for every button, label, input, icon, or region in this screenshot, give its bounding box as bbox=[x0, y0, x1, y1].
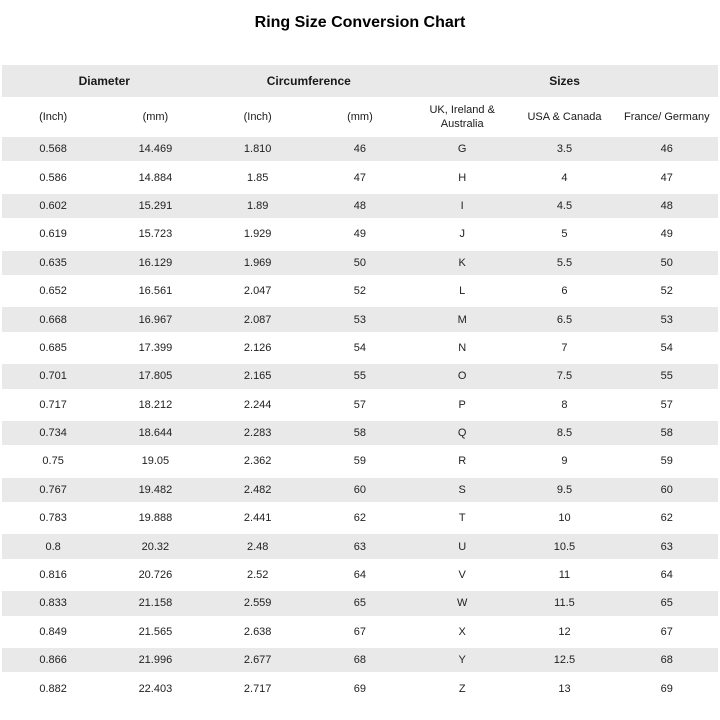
cell: 2.677 bbox=[207, 646, 309, 674]
table-row bbox=[2, 561, 718, 589]
cell: T bbox=[411, 504, 513, 532]
cell: 63 bbox=[616, 532, 718, 560]
cell: 16.561 bbox=[104, 277, 206, 305]
cell: 53 bbox=[616, 305, 718, 333]
table-row bbox=[2, 504, 718, 532]
cell: 0.602 bbox=[2, 192, 104, 220]
cell: 0.635 bbox=[2, 249, 104, 277]
cell: 18.644 bbox=[104, 419, 206, 447]
cell: H bbox=[411, 163, 513, 191]
column-header-diameter-mm: (mm) bbox=[104, 99, 206, 135]
cell: 2.362 bbox=[207, 447, 309, 475]
group-header-sizes: Sizes bbox=[411, 63, 718, 99]
cell: 0.866 bbox=[2, 646, 104, 674]
cell: 2.441 bbox=[207, 504, 309, 532]
cell: 21.996 bbox=[104, 646, 206, 674]
cell: Q bbox=[411, 419, 513, 447]
table-row bbox=[2, 618, 718, 646]
cell: 2.717 bbox=[207, 674, 309, 702]
cell: 1.969 bbox=[207, 249, 309, 277]
group-header-row bbox=[2, 63, 718, 99]
cell: 0.816 bbox=[2, 561, 104, 589]
cell: 2.638 bbox=[207, 618, 309, 646]
cell: 6 bbox=[513, 277, 615, 305]
cell: 65 bbox=[309, 589, 411, 617]
column-header-circumference-mm: (mm) bbox=[309, 99, 411, 135]
cell: 11 bbox=[513, 561, 615, 589]
cell: 18.212 bbox=[104, 391, 206, 419]
table-body bbox=[2, 135, 718, 703]
page-title: Ring Size Conversion Chart bbox=[254, 14, 466, 31]
column-header-diameter-inch: (Inch) bbox=[2, 99, 104, 135]
cell: 57 bbox=[309, 391, 411, 419]
cell: L bbox=[411, 277, 513, 305]
cell: 67 bbox=[309, 618, 411, 646]
cell: 16.129 bbox=[104, 249, 206, 277]
table-row bbox=[2, 391, 718, 419]
cell: 60 bbox=[309, 476, 411, 504]
table-row bbox=[2, 674, 718, 702]
group-header-circumference: Circumference bbox=[207, 63, 412, 99]
column-header-row bbox=[2, 99, 718, 135]
cell: 14.884 bbox=[104, 163, 206, 191]
cell: 47 bbox=[309, 163, 411, 191]
cell: 4.5 bbox=[513, 192, 615, 220]
cell: 2.244 bbox=[207, 391, 309, 419]
table-row bbox=[2, 646, 718, 674]
cell: 2.559 bbox=[207, 589, 309, 617]
cell: 0.619 bbox=[2, 220, 104, 248]
column-header-france-germany: France/ Germany bbox=[616, 99, 718, 135]
cell: N bbox=[411, 334, 513, 362]
cell: 46 bbox=[616, 135, 718, 163]
cell: 8 bbox=[513, 391, 615, 419]
cell: 2.52 bbox=[207, 561, 309, 589]
cell: 57 bbox=[616, 391, 718, 419]
cell: 16.967 bbox=[104, 305, 206, 333]
cell: 0.668 bbox=[2, 305, 104, 333]
cell: 9.5 bbox=[513, 476, 615, 504]
cell: 68 bbox=[309, 646, 411, 674]
cell: 52 bbox=[616, 277, 718, 305]
cell: 0.685 bbox=[2, 334, 104, 362]
cell: G bbox=[411, 135, 513, 163]
cell: W bbox=[411, 589, 513, 617]
cell: 22.403 bbox=[104, 674, 206, 702]
cell: 54 bbox=[616, 334, 718, 362]
cell: 59 bbox=[616, 447, 718, 475]
cell: 2.48 bbox=[207, 532, 309, 560]
table-row bbox=[2, 192, 718, 220]
cell: 0.568 bbox=[2, 135, 104, 163]
cell: 7.5 bbox=[513, 362, 615, 390]
cell: 19.05 bbox=[104, 447, 206, 475]
cell: 0.586 bbox=[2, 163, 104, 191]
cell: Z bbox=[411, 674, 513, 702]
ring-size-conversion-table bbox=[2, 63, 718, 703]
cell: 65 bbox=[616, 589, 718, 617]
cell: 13 bbox=[513, 674, 615, 702]
table-row bbox=[2, 135, 718, 163]
cell: 21.565 bbox=[104, 618, 206, 646]
table-row bbox=[2, 589, 718, 617]
table-row bbox=[2, 362, 718, 390]
cell: 2.482 bbox=[207, 476, 309, 504]
cell: 69 bbox=[616, 674, 718, 702]
cell: 0.75 bbox=[2, 447, 104, 475]
cell: 50 bbox=[616, 249, 718, 277]
cell: 11.5 bbox=[513, 589, 615, 617]
cell: 55 bbox=[309, 362, 411, 390]
cell: 69 bbox=[309, 674, 411, 702]
cell: 0.767 bbox=[2, 476, 104, 504]
cell: 64 bbox=[309, 561, 411, 589]
column-header-usa-canada: USA & Canada bbox=[513, 99, 615, 135]
cell: 2.165 bbox=[207, 362, 309, 390]
cell: U bbox=[411, 532, 513, 560]
cell: V bbox=[411, 561, 513, 589]
cell: X bbox=[411, 618, 513, 646]
cell: 19.482 bbox=[104, 476, 206, 504]
table-row bbox=[2, 277, 718, 305]
cell: 67 bbox=[616, 618, 718, 646]
cell: 0.783 bbox=[2, 504, 104, 532]
cell: J bbox=[411, 220, 513, 248]
column-header-circumference-inch: (Inch) bbox=[207, 99, 309, 135]
cell: 17.399 bbox=[104, 334, 206, 362]
cell: 12.5 bbox=[513, 646, 615, 674]
cell: 6.5 bbox=[513, 305, 615, 333]
table-row bbox=[2, 334, 718, 362]
cell: O bbox=[411, 362, 513, 390]
column-header-uk-ireland-australia: UK, Ireland & Australia bbox=[411, 99, 513, 135]
table-row bbox=[2, 447, 718, 475]
cell: 2.283 bbox=[207, 419, 309, 447]
group-header-diameter: Diameter bbox=[2, 63, 207, 99]
cell: 19.888 bbox=[104, 504, 206, 532]
cell: 58 bbox=[616, 419, 718, 447]
cell: 2.047 bbox=[207, 277, 309, 305]
cell: 47 bbox=[616, 163, 718, 191]
table-row bbox=[2, 419, 718, 447]
table-row bbox=[2, 476, 718, 504]
cell: 49 bbox=[309, 220, 411, 248]
cell: 10.5 bbox=[513, 532, 615, 560]
cell: 20.32 bbox=[104, 532, 206, 560]
cell: 52 bbox=[309, 277, 411, 305]
cell: 0.652 bbox=[2, 277, 104, 305]
cell: 8.5 bbox=[513, 419, 615, 447]
table-row bbox=[2, 220, 718, 248]
cell: 10 bbox=[513, 504, 615, 532]
cell: 15.723 bbox=[104, 220, 206, 248]
cell: 53 bbox=[309, 305, 411, 333]
cell: 0.8 bbox=[2, 532, 104, 560]
cell: 58 bbox=[309, 419, 411, 447]
cell: 48 bbox=[309, 192, 411, 220]
cell: 60 bbox=[616, 476, 718, 504]
cell: 7 bbox=[513, 334, 615, 362]
cell: 54 bbox=[309, 334, 411, 362]
table-row bbox=[2, 163, 718, 191]
cell: R bbox=[411, 447, 513, 475]
cell: 20.726 bbox=[104, 561, 206, 589]
cell: 0.882 bbox=[2, 674, 104, 702]
table-row bbox=[2, 532, 718, 560]
cell: 1.810 bbox=[207, 135, 309, 163]
cell: 62 bbox=[309, 504, 411, 532]
cell: 9 bbox=[513, 447, 615, 475]
table-row bbox=[2, 305, 718, 333]
cell: 1.929 bbox=[207, 220, 309, 248]
cell: M bbox=[411, 305, 513, 333]
cell: 14.469 bbox=[104, 135, 206, 163]
cell: 46 bbox=[309, 135, 411, 163]
cell: 1.85 bbox=[207, 163, 309, 191]
cell: 50 bbox=[309, 249, 411, 277]
cell: 0.833 bbox=[2, 589, 104, 617]
cell: 68 bbox=[616, 646, 718, 674]
cell: 4 bbox=[513, 163, 615, 191]
cell: 62 bbox=[616, 504, 718, 532]
cell: 49 bbox=[616, 220, 718, 248]
cell: 0.701 bbox=[2, 362, 104, 390]
cell: 0.849 bbox=[2, 618, 104, 646]
cell: 0.717 bbox=[2, 391, 104, 419]
cell: 5 bbox=[513, 220, 615, 248]
cell: K bbox=[411, 249, 513, 277]
cell: P bbox=[411, 391, 513, 419]
cell: S bbox=[411, 476, 513, 504]
cell: 3.5 bbox=[513, 135, 615, 163]
cell: 48 bbox=[616, 192, 718, 220]
cell: 21.158 bbox=[104, 589, 206, 617]
cell: 64 bbox=[616, 561, 718, 589]
cell: 17.805 bbox=[104, 362, 206, 390]
cell: I bbox=[411, 192, 513, 220]
cell: 12 bbox=[513, 618, 615, 646]
cell: 2.087 bbox=[207, 305, 309, 333]
cell: 63 bbox=[309, 532, 411, 560]
table-row bbox=[2, 249, 718, 277]
cell: Y bbox=[411, 646, 513, 674]
page bbox=[0, 13, 720, 720]
cell: 1.89 bbox=[207, 192, 309, 220]
cell: 0.734 bbox=[2, 419, 104, 447]
cell: 15.291 bbox=[104, 192, 206, 220]
cell: 59 bbox=[309, 447, 411, 475]
cell: 2.126 bbox=[207, 334, 309, 362]
cell: 5.5 bbox=[513, 249, 615, 277]
cell: 55 bbox=[616, 362, 718, 390]
